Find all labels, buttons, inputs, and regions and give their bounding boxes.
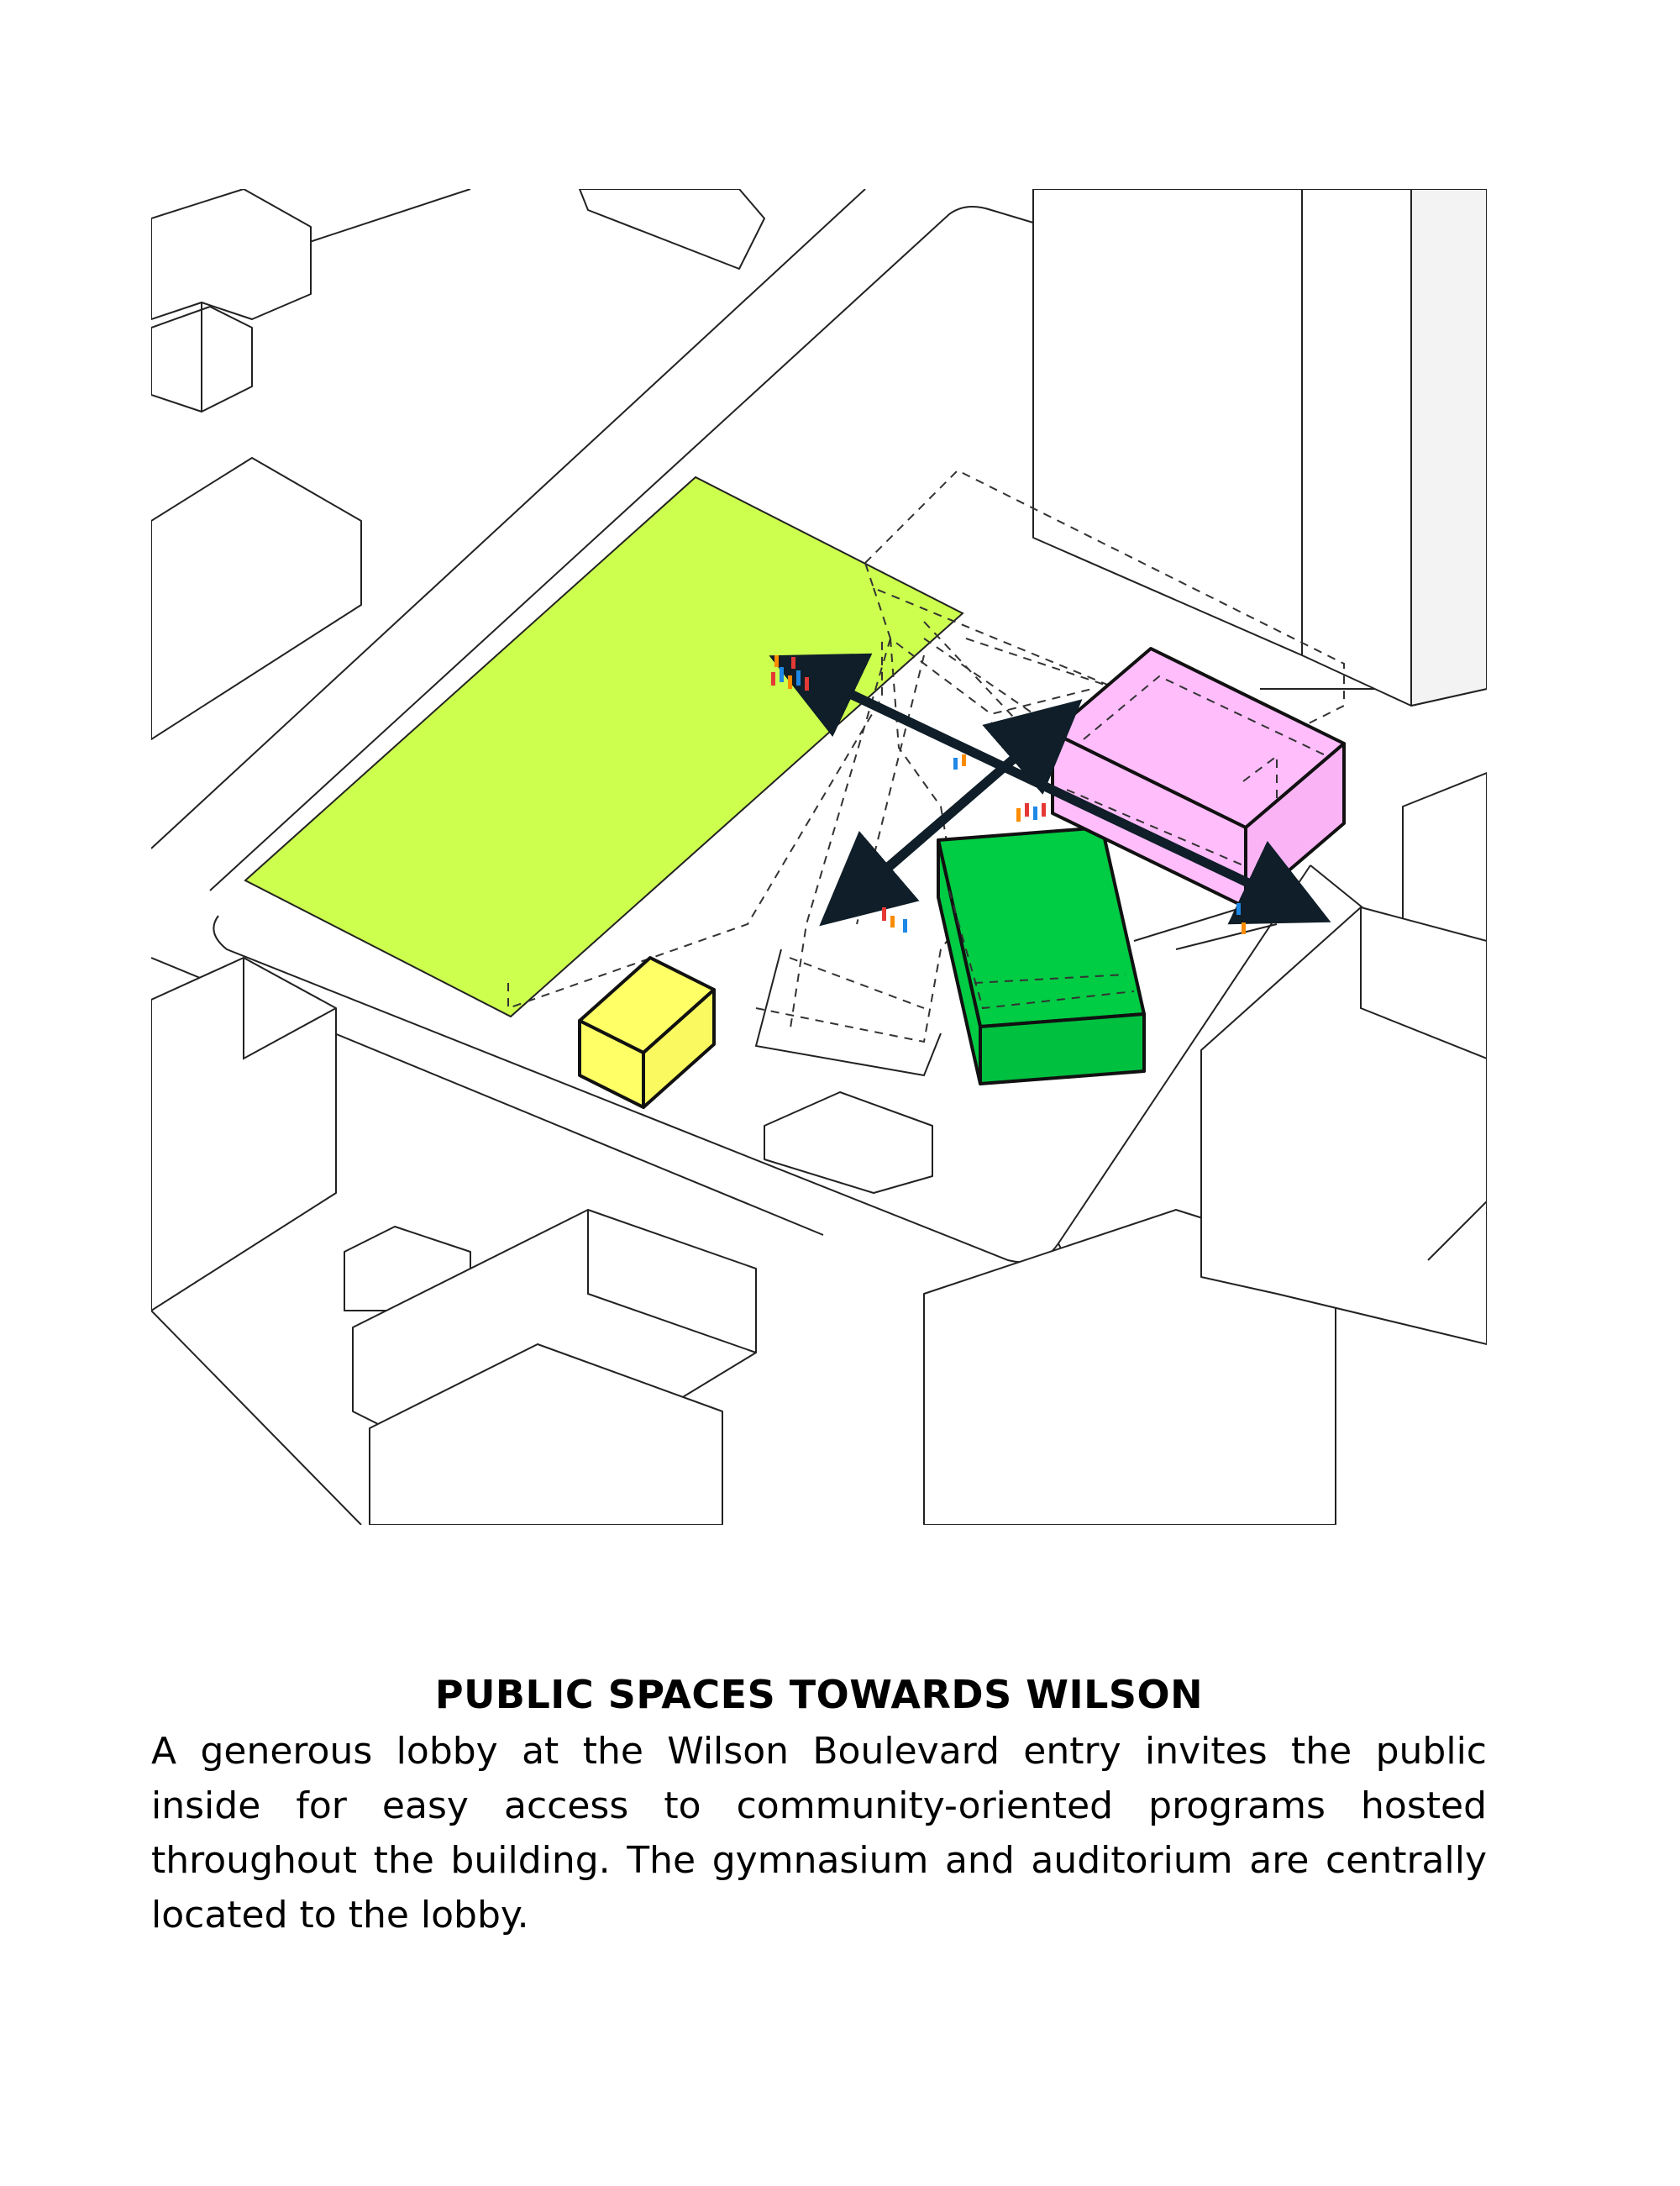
caption-body: A generous lobby at the Wilson Boulevard entry invites the public inside for easy access to community-oriented programs hosted throughout the building. The gymnasium and auditorium are centrally located to the lobby.: [151, 1730, 1487, 1936]
caption-title: PUBLIC SPACES TOWARDS WILSON: [434, 1672, 1204, 1717]
caption: [151, 1672, 1487, 1942]
